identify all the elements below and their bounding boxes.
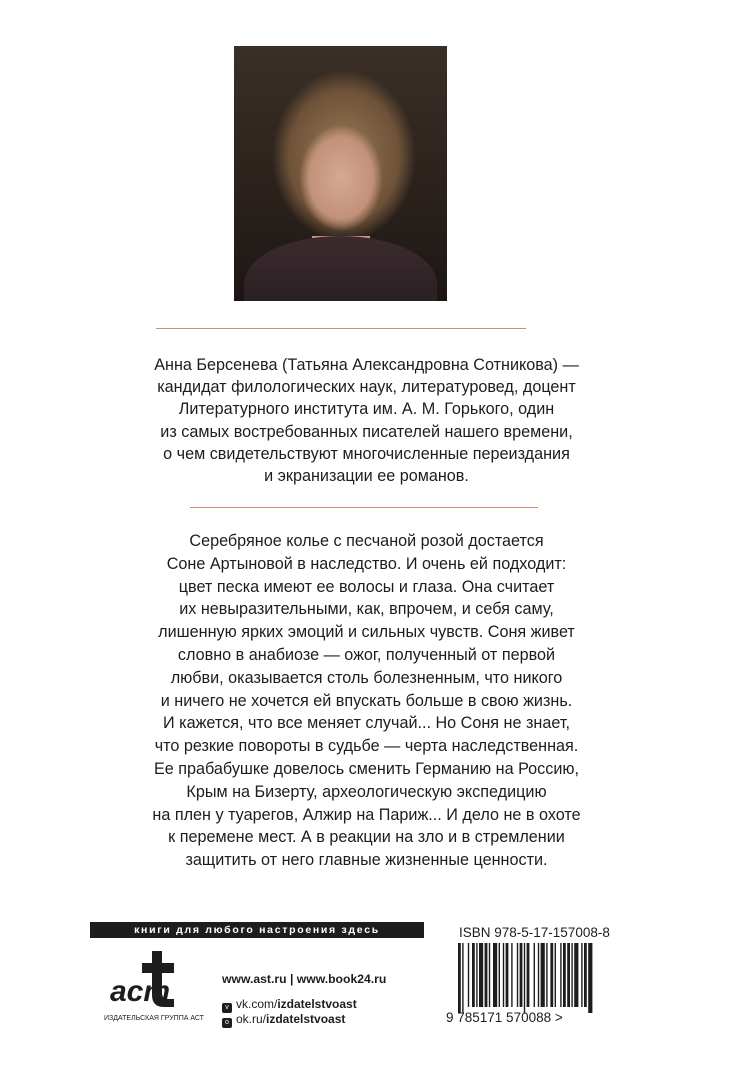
- blurb-line: Серебряное колье с песчаной розой достается: [189, 532, 544, 550]
- barcode-bar: [511, 943, 512, 1007]
- barcode: [446, 943, 642, 1023]
- barcode-bar: [527, 943, 530, 1007]
- barcode-bar: [546, 943, 547, 1007]
- blurb-line: Соне Артыновой в наследство. И очень ей подходит:: [166, 554, 567, 573]
- ok-link[interactable]: [222, 1012, 345, 1028]
- barcode-icon: [446, 943, 642, 1023]
- ok-prefix: ok.ru/: [236, 1012, 267, 1026]
- book-blurb: [60, 530, 673, 872]
- vk-icon: v: [222, 1003, 232, 1013]
- barcode-digits: 9 785171 570088 >: [446, 1010, 563, 1023]
- logo-text: аст: [110, 975, 171, 1008]
- ok-handle: izdatelstvoast: [266, 1012, 346, 1026]
- barcode-bar: [588, 943, 592, 1013]
- blurb-line: защитить от него главные жизненные ценности.: [185, 851, 548, 870]
- vk-link[interactable]: [222, 997, 357, 1013]
- barcode-bar: [555, 943, 556, 1007]
- blurb-line: на плен у туарегов, Алжир на Париж... И дело не в охоте: [152, 805, 581, 824]
- barcode-bar: [506, 943, 509, 1007]
- author-photo: [234, 46, 447, 301]
- author-bio: [60, 354, 673, 487]
- barcode-bar: [489, 943, 490, 1007]
- barcode-bar: [524, 943, 525, 1013]
- barcode-bar: [581, 943, 582, 1007]
- divider-middle: [190, 507, 538, 508]
- blurb-line: лишенную ярких эмоций и сильных чувств. Соня живет: [158, 623, 575, 642]
- barcode-bar: [567, 943, 570, 1007]
- barcode-bar: [458, 943, 461, 1013]
- barcode-bar: [493, 943, 497, 1007]
- barcode-bar: [538, 943, 539, 1007]
- blurb-line: И кажется, что все меняет случай... Но Соня не знает,: [163, 714, 570, 733]
- barcode-bar: [485, 943, 488, 1007]
- blurb-line: к перемене мест. А в реакции на зло и в стремлении: [168, 828, 565, 847]
- barcode-bar: [563, 943, 566, 1007]
- barcode-bar: [571, 943, 572, 1007]
- barcode-bar: [541, 943, 545, 1007]
- bio-line: о чем свидетельствуют многочисленные переиздания: [163, 444, 570, 463]
- barcode-bar: [499, 943, 500, 1007]
- websites[interactable]: www.ast.ru | www.book24.ru: [222, 972, 387, 986]
- barcode-bar: [472, 943, 475, 1007]
- barcode-bar: [584, 943, 587, 1007]
- barcode-bar: [560, 943, 561, 1007]
- bio-line: из самых востребованных писателей нашего времени,: [160, 422, 573, 441]
- blurb-line: Крым на Бизерту, археологическую экспедицию: [186, 782, 547, 801]
- barcode-bar: [534, 943, 535, 1007]
- blurb-line: их невыразительными, как, впрочем, и себя саму,: [179, 600, 554, 619]
- ok-icon: o: [222, 1018, 232, 1028]
- barcode-bar: [550, 943, 553, 1007]
- bio-line: Литературного института им. А. М. Горького, один: [178, 400, 555, 419]
- bio-line: кандидат филологических наук, литературовед, доцент: [157, 378, 576, 397]
- barcode-bar: [479, 943, 483, 1007]
- barcode-bar: [476, 943, 477, 1007]
- publisher-logo: [108, 947, 188, 1015]
- barcode-bar: [503, 943, 504, 1007]
- barcode-bar: [468, 943, 469, 1007]
- barcode-bar: [462, 943, 463, 1013]
- isbn-label: ISBN 978-5-17-157008-8: [459, 925, 610, 940]
- vk-handle: izdatelstvoast: [277, 997, 357, 1011]
- blurb-line: Ее прабабушке довелось сменить Германию на Россию,: [153, 759, 580, 778]
- barcode-bar: [574, 943, 578, 1007]
- barcode-bar: [520, 943, 523, 1007]
- blurb-line: любви, оказывается столь болезненным, что никого: [170, 668, 563, 687]
- slogan-banner: книги для любого настроения здесь: [90, 922, 424, 938]
- blurb-line: и ничего не хочется ей впускать больше в свою жизнь.: [160, 691, 573, 710]
- bio-line: и экранизации ее романов.: [264, 467, 469, 486]
- blurb-line: словно в анабиозе — ожог, полученный от первой: [177, 645, 556, 664]
- bio-line: Анна Берсенева (Татьяна Александровна Сотникова) —: [154, 356, 579, 374]
- ast-logo-icon: [108, 947, 188, 1015]
- blurb-line: цвет песка имеют ее волосы и глаза. Она считает: [178, 577, 555, 596]
- author-photo-shoulders: [244, 236, 437, 301]
- divider-top: [156, 328, 526, 329]
- publisher-name: ИЗДАТЕЛЬСКАЯ ГРУППА АСТ: [104, 1015, 204, 1022]
- vk-prefix: vk.com/: [236, 997, 278, 1011]
- barcode-bar: [517, 943, 518, 1007]
- blurb-line: что резкие повороты в судьбе — черта наследственная.: [154, 737, 579, 756]
